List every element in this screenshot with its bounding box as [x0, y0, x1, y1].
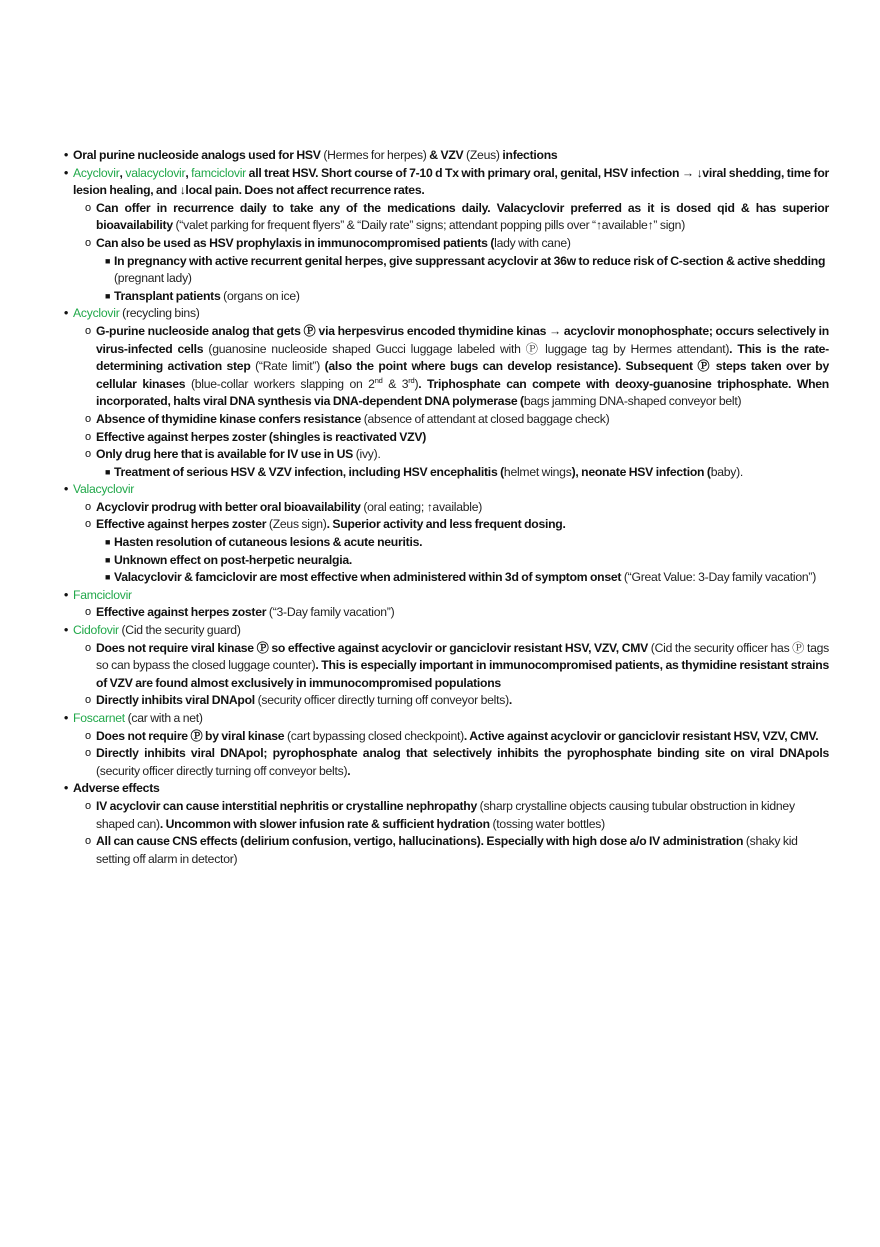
- bullet-item-level-3: [105, 253, 829, 288]
- mnemonic-text: (organs on ice): [223, 288, 300, 303]
- bullet-marker-icon: o: [85, 412, 91, 425]
- document-body: [0, 147, 880, 868]
- bullet-item-level-2: [85, 692, 829, 710]
- bullet-item-level-2: [85, 516, 829, 534]
- bullet-marker-icon: •: [64, 623, 69, 638]
- key-fact-text: Adverse effects: [73, 781, 160, 796]
- bullet-item-level-3: [105, 288, 829, 306]
- mnemonic-text: (“Great Value: 3-Day family vacation”): [623, 570, 817, 585]
- superscript-text: rd: [408, 375, 415, 385]
- mnemonic-text: baby).: [710, 464, 744, 479]
- key-fact-text: all treat HSV. Short course of 7-10 d Tx with primary oral, genital, HSV infection → ↓viral shedding, time for lesion healing, and ↓local pain. Does not affect recurrence rates.: [73, 165, 830, 198]
- bullet-item-level-1: [64, 622, 829, 640]
- bullet-marker-icon: o: [85, 799, 91, 812]
- mnemonic-text: (car with a net): [124, 711, 203, 725]
- mnemonic-text: (Zeus sign): [268, 517, 327, 532]
- bullet-item-level-1: [64, 710, 829, 728]
- drug-name: Foscarnet: [73, 711, 125, 725]
- bullet-item-level-2: [85, 640, 830, 693]
- bullet-marker-icon: •: [64, 587, 69, 602]
- bullet-marker-icon: •: [64, 306, 69, 321]
- key-fact-text: . Uncommon with slower infusion rate & sufficient hydration: [159, 816, 493, 831]
- mnemonic-text: (pregnant lady): [114, 271, 192, 286]
- bullet-marker-icon: •: [64, 165, 69, 180]
- key-fact-text: Can also be used as HSV prophylaxis in immunocompromised patients (: [96, 235, 495, 250]
- drug-name: Valacyclovir: [73, 482, 135, 497]
- bullet-item-level-2: [85, 499, 829, 517]
- mnemonic-text: & 3: [382, 376, 409, 391]
- mnemonic-text: (recycling bins): [119, 306, 200, 321]
- bullet-marker-icon: o: [85, 729, 91, 742]
- bullet-item-level-2: [85, 833, 829, 868]
- mnemonic-text: (ivy).: [355, 447, 381, 462]
- drug-name: Famciclovir: [73, 587, 132, 602]
- bullet-item-level-3: [105, 569, 829, 587]
- key-fact-text: Directly inhibits viral DNApol: [96, 693, 258, 708]
- mnemonic-text: (cart bypassing closed checkpoint): [286, 728, 464, 743]
- key-fact-text: Absence of thymidine kinase confers resistance: [96, 411, 364, 426]
- mnemonic-text: (oral eating; ↑available): [363, 499, 483, 514]
- bullet-item-level-1: [64, 587, 829, 605]
- key-fact-text: Transplant patients: [114, 288, 224, 303]
- bullet-item-level-2: [85, 235, 829, 253]
- mnemonic-text: (“3-Day family vacation”): [268, 605, 395, 620]
- key-fact-text: . This is the rate-determining activation step: [96, 341, 829, 374]
- mnemonic-text: (“valet parking for frequent flyers” & “Daily rate” signs; attendant popping pills over “↑available↑” sign): [175, 218, 686, 233]
- mnemonic-text: bags jamming DNA-shaped conveyor belt): [523, 394, 742, 409]
- key-fact-text: All can cause CNS effects (delirium confusion, vertigo, hallucinations). Especially with high dose a/o IV administration: [96, 834, 746, 849]
- bullet-marker-icon: o: [85, 448, 91, 461]
- mnemonic-text: lady with cane): [494, 235, 571, 250]
- mnemonic-text: (Zeus): [466, 148, 503, 162]
- bullet-item-level-2: [85, 200, 829, 235]
- bullet-marker-icon: ■: [105, 537, 111, 548]
- key-fact-text: (also the point where bugs can develop resistance). Subsequent Ⓟ steps taken over by cellular kinases: [96, 359, 829, 391]
- key-fact-text: IV acyclovir can cause interstitial nephritis or crystalline nephropathy: [96, 798, 480, 813]
- key-fact-text: Oral purine nucleoside analogs used for HSV: [73, 148, 324, 162]
- key-fact-text: Treatment of serious HSV & VZV infection, including HSV encephalitis (: [114, 464, 504, 479]
- key-fact-text: .: [347, 763, 351, 778]
- drug-name: Acyclovir: [73, 165, 120, 180]
- bullet-item-level-3: [105, 552, 829, 570]
- bullet-marker-icon: o: [85, 694, 91, 707]
- drug-name: famciclovir: [191, 165, 246, 180]
- mnemonic-text: (Cid the security guard): [118, 623, 241, 638]
- bullet-item-level-1: [64, 305, 829, 323]
- bullet-marker-icon: o: [85, 518, 91, 531]
- bullet-item-level-3: [105, 464, 829, 482]
- bullet-item-level-3: [105, 534, 829, 552]
- superscript-text: nd: [374, 375, 383, 385]
- bullet-marker-icon: ■: [105, 290, 111, 301]
- mnemonic-text: (security officer directly turning off conveyor belts): [257, 693, 509, 708]
- key-fact-text: . Active against acyclovir or ganciclovir resistant HSV, VZV, CMV.: [463, 728, 819, 743]
- key-fact-text: Effective against herpes zoster (shingles is reactivated VZV): [96, 429, 427, 444]
- bullet-marker-icon: o: [85, 641, 91, 654]
- bullet-item-level-1: [64, 147, 829, 165]
- bullet-marker-icon: o: [85, 201, 91, 214]
- bullet-marker-icon: •: [64, 711, 69, 725]
- bullet-marker-icon: o: [85, 236, 91, 249]
- key-fact-text: Effective against herpes zoster: [96, 605, 269, 620]
- bullet-marker-icon: ■: [105, 466, 111, 477]
- bullet-marker-icon: o: [85, 606, 91, 619]
- key-fact-text: & VZV: [429, 148, 467, 162]
- drug-name: Cidofovir: [73, 623, 119, 638]
- key-fact-text: ), neonate HSV infection (: [571, 464, 711, 479]
- key-fact-text: ,: [119, 165, 126, 180]
- bullet-item-level-2: [85, 323, 829, 411]
- bullet-marker-icon: •: [64, 482, 69, 497]
- key-fact-text: Directly inhibits viral DNApol; pyrophosphate analog that selectively inhibits the pyrophosphate binding site on viral DNApols: [96, 746, 829, 761]
- key-fact-text: . Triphosphate can compete with deoxy-guanosine triphosphate. When incorporated, halts viral DNA synthesis via DNA-dependent DNA polymerase (: [96, 376, 829, 409]
- key-fact-text: G-purine nucleoside analog that gets Ⓟ via herpesvirus encoded thymidine kinas → acyclovir monophosphate; occurs selectively in virus-infected cells: [96, 323, 829, 356]
- bullet-item-level-2: [85, 745, 829, 780]
- key-fact-text: .: [508, 693, 513, 708]
- bullet-item-level-2: [85, 446, 829, 464]
- bullet-item-level-1: [64, 780, 829, 798]
- bullet-marker-icon: ■: [105, 554, 111, 565]
- bullet-item-level-2: [85, 728, 829, 746]
- bullet-item-level-2: [85, 798, 829, 833]
- mnemonic-text: helmet wings: [503, 464, 572, 479]
- mnemonic-text: (shaky kid setting off alarm in detector): [96, 834, 798, 866]
- bullet-item-level-1: [64, 165, 830, 200]
- key-fact-text: Only drug here that is available for IV use in US: [96, 447, 356, 462]
- bullet-marker-icon: •: [64, 148, 69, 162]
- mnemonic-text: (tossing water bottles): [492, 816, 605, 831]
- bullet-marker-icon: o: [85, 747, 91, 760]
- mnemonic-text: (security officer directly turning off conveyor belts): [96, 763, 348, 778]
- key-fact-text: . This is especially important in immunocompromised patients, as thymidine resistant strains of VZV are found almost exclusively in immunocompromised populations: [96, 658, 829, 690]
- mnemonic-text: (guanosine nucleoside shaped Gucci luggage labeled with Ⓟ luggage tag by Hermes attendant): [208, 341, 730, 356]
- bullet-marker-icon: o: [85, 324, 91, 337]
- key-fact-text: ,: [185, 165, 192, 180]
- key-fact-text: Acyclovir prodrug with better oral bioavailability: [96, 499, 364, 514]
- key-fact-text: Does not require Ⓟ by viral kinase: [96, 728, 287, 743]
- mnemonic-text: (blue-collar workers slapping on 2: [190, 376, 375, 391]
- bullet-item-level-2: [85, 429, 829, 447]
- mnemonic-text: (Hermes for herpes): [323, 148, 430, 162]
- drug-name: valacyclovir: [125, 165, 186, 180]
- mnemonic-text: (Cid the security officer has Ⓟ tags so can bypass the closed luggage counter): [96, 640, 830, 673]
- mnemonic-text: ): [414, 376, 419, 391]
- key-fact-text: Does not require viral kinase Ⓟ so effective against acyclovir or ganciclovir resistant HSV, VZV, CMV: [96, 640, 651, 655]
- key-fact-text: Hasten resolution of cutaneous lesions & acute neuritis.: [114, 535, 423, 550]
- key-fact-text: infections: [502, 148, 558, 162]
- bullet-item-level-2: [85, 604, 829, 622]
- bullet-item-level-2: [85, 411, 829, 429]
- mnemonic-text: (sharp crystalline objects causing tubular obstruction in kidney shaped can): [96, 798, 795, 831]
- mnemonic-text: (absence of attendant at closed baggage check): [363, 411, 610, 426]
- key-fact-text: Effective against herpes zoster: [96, 517, 269, 532]
- bullet-marker-icon: o: [85, 430, 91, 443]
- bullet-marker-icon: o: [85, 835, 91, 848]
- bullet-item-level-1: [64, 481, 829, 499]
- drug-name: Acyclovir: [73, 306, 120, 321]
- bullet-marker-icon: ■: [105, 572, 111, 583]
- key-fact-text: Valacyclovir & famciclovir are most effective when administered within 3d of symptom onset: [114, 570, 624, 585]
- mnemonic-text: (“Rate limit”): [255, 359, 325, 374]
- key-fact-text: Unknown effect on post-herpetic neuralgia.: [114, 552, 353, 567]
- bullet-marker-icon: •: [64, 781, 69, 796]
- bullet-marker-icon: o: [85, 500, 91, 513]
- key-fact-text: In pregnancy with active recurrent genital herpes, give suppressant acyclovir at 36w to reduce risk of C-section & active shedding: [114, 253, 826, 268]
- key-fact-text: Can offer in recurrence daily to take any of the medications daily. Valacyclovir preferred as it is dosed qid & has superior bioavailability: [96, 200, 829, 233]
- key-fact-text: . Superior activity and less frequent dosing.: [326, 517, 566, 532]
- bullet-marker-icon: ■: [105, 255, 111, 266]
